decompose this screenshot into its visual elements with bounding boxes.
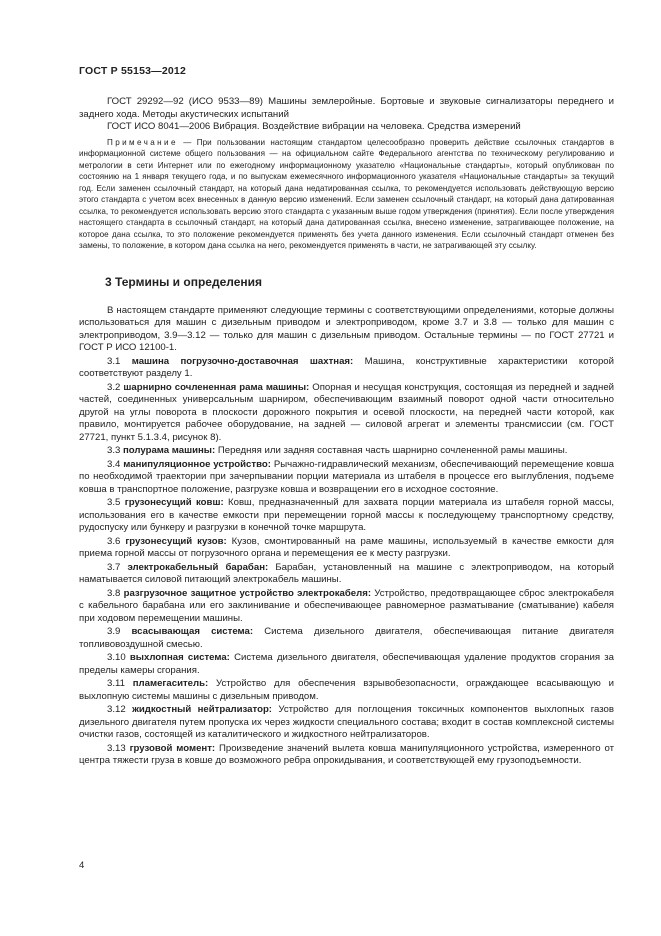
term-text: Устройство для обеспечения взрывобезопасности, ограждающее всасывающую и выхлопную системы машины с дизельным приводом. [79, 678, 615, 702]
term-name: грузовой момент: [129, 742, 216, 754]
document-header: ГОСТ Р 55153—2012 [79, 65, 187, 77]
term-name: жидкостный нейтрализатор: [132, 704, 272, 715]
term-text: Произведение значений вылета ковша манипуляционного устройства, измеренного от центра тяжести груза в ковше до возможного ребра опрокидывания, и соответствующей ему грузоподъемности. [79, 742, 614, 766]
term-number: 3.6 [107, 535, 121, 547]
term-text: Опорная и несущая конструкция, состоящая из передней и задней частей, соединенных универсальным шарниром, обеспечивающим взаимный поворот одной части относительно другой на углы поворота в плоскости дорожного покрытия и осевой плоскости, на передней части которой, как правило, монтируется рабочее оборудование, на задней — силовой агрегат и элементы трансмиссии (см. ГОСТ 27721, пункт 5.1.3.4, рисунок 8). [79, 381, 615, 443]
term-definition [79, 704, 614, 742]
page-content [79, 96, 614, 768]
term-text: Передняя или задняя составная часть шарнирно сочлененной рамы машины. [217, 445, 568, 456]
term-name: полурама машины: [123, 445, 216, 456]
term-definition [79, 356, 614, 381]
term-definition [79, 626, 614, 651]
terms-list [79, 356, 614, 768]
term-text: Кузов, смонтированный на раме машины, используемый в качестве емкости для приема горной массы от погрузочного органа и перемещения ее к месту разгрузки. [79, 535, 615, 559]
reference-item: ГОСТ ИСО 8041—2006 Вибрация. Воздействие вибрации на человека. Средства измерений [107, 121, 521, 132]
page-number: 4 [79, 860, 85, 871]
term-definition [79, 536, 614, 561]
term-definition [79, 459, 614, 497]
term-number: 3.4 [107, 458, 121, 470]
term-name: манипуляционное устройство: [123, 458, 271, 470]
term-name: машина погрузочно-доставочная шахтная: [131, 355, 354, 367]
term-number: 3.9 [107, 626, 121, 637]
note-label: Примечание [107, 137, 178, 147]
term-name: выхлопная система: [129, 652, 230, 663]
section-heading: 3 Термины и определения [105, 274, 263, 289]
note-paragraph [79, 137, 614, 252]
term-number: 3.13 [107, 742, 126, 754]
section-intro: В настоящем стандарте применяют следующие термины с соответствующими определениями, которые должны использоваться для машин с дизельным приводом и электроприводом, кроме 3.7 и 3.8 — только для машин с электроприводом, 3.9—3.12 — только для машин с дизельным приводом. Остальные термины — по ГОСТ 27721 и ГОСТ Р ИСО 12100-1. [79, 304, 614, 353]
term-name: разгрузочное защитное устройство электрокабеля: [123, 587, 372, 599]
term-name: шарнирно сочлененная рама машины: [123, 381, 310, 393]
term-name: грузонесущий кузов: [125, 535, 227, 547]
term-definition [79, 743, 614, 768]
term-definition [79, 588, 614, 626]
term-text: Ковш, предназначенный для захвата порции материала из штабеля горной массы, использования его в качестве емкости при перемещении горной массы к последующему транспортному средству, рудоспуску или бункеру и разгрузки в конечной точке маршрута. [79, 497, 614, 533]
term-number: 3.1 [107, 355, 121, 367]
term-definition [79, 382, 614, 445]
term-definition [79, 678, 614, 703]
term-definition [79, 445, 614, 458]
term-name: всасывающая система: [131, 626, 254, 637]
term-number: 3.3 [107, 445, 121, 456]
term-text: Система дизельного двигателя, обеспечивающая питание двигателя топливовоздушной смесью. [79, 626, 614, 650]
term-number: 3.10 [107, 652, 126, 663]
term-name: грузонесущий ковш: [124, 497, 224, 508]
term-text: Машина, конструктивные характеристики которой соответствуют разделу 1. [79, 355, 614, 379]
term-text: Рычажно-гидравлический механизм, обеспечивающий перемещение ковша по необходимой траектории при зачерпывании порции материала из штабеля в процессе его выглубления, подъеме ковша в транспортное положение, разгрузке ковша и возвращении его в исходное состояние. [79, 458, 614, 495]
term-number: 3.7 [107, 561, 121, 573]
term-text: Устройство для поглощения токсичных компонентов выхлопных газов дизельного двигателя путем пропуска их через жидкости специального состава; входит в состав комплексной системы очистки газов, состоящей из каталитического и жидкостного нейтрализаторов. [79, 704, 614, 740]
reference-item: ГОСТ 29292—92 (ИСО 9533—89) Машины землеройные. Бортовые и звуковые сигнализаторы переднего и заднего хода. Методы акустических испытаний [79, 96, 614, 120]
term-name: электрокабельный барабан: [127, 561, 269, 573]
term-number: 3.11 [107, 678, 125, 689]
term-definition [79, 497, 614, 535]
term-text: Устройство, предотвращающее сброс электрокабеля с кабельного барабана или его заклинивание и обеспечивающее равномерное разматывание (сматывание) кабеля при ходовом перемещении машины. [79, 587, 614, 624]
term-definition [79, 562, 614, 587]
term-number: 3.8 [107, 587, 121, 599]
term-number: 3.2 [107, 381, 121, 393]
term-text: Система дизельного двигателя, обеспечивающая удаление продуктов сгорания за пределы камеры сгорания. [79, 652, 614, 676]
term-text: Барабан, установленный на машине с электроприводом, на который наматывается силовой питающий электрокабель машины. [79, 561, 615, 585]
term-number: 3.5 [107, 497, 121, 508]
note-text: — При пользовании настоящим стандартом целесообразно проверить действие ссылочных стандартов в информационной системе общего пользования — на официальном сайте Федерального агентства по техническому регулированию и метрологии в сети Интернет или по ежегодному информационному указателю «Национальные стандарты», который опубликован по состоянию на 1 января текущего года, и по выпускам ежемесячного информационного указателя «Национальные стандарты» за текущий год. Если заменен ссылочный стандарт, на который дана недатированная ссылка, то рекомендуется использовать действующую версию этого стандарта с учетом всех внесенных в данную версию изменений. Если заменен ссылочный стандарт, на который дана датированная ссылка, то рекомендуется использовать версию этого стандарта с указанным выше годом утверждения (принятия). Если после утверждения настоящего стандарта в ссылочный стандарт, на который дана датированная ссылка, внесено изменение, затрагивающее положение, на которое дана ссылка, то это положение рекомендуется применять без учета данного изменения. Если ссылочный стандарт отменен без замены, то положение, в котором дана ссылка на него, рекомендуется применять в части, не затрагивающей эту ссылку. [79, 137, 614, 250]
term-number: 3.12 [107, 704, 126, 715]
term-definition [79, 652, 614, 677]
term-name: пламегаситель: [132, 678, 209, 689]
